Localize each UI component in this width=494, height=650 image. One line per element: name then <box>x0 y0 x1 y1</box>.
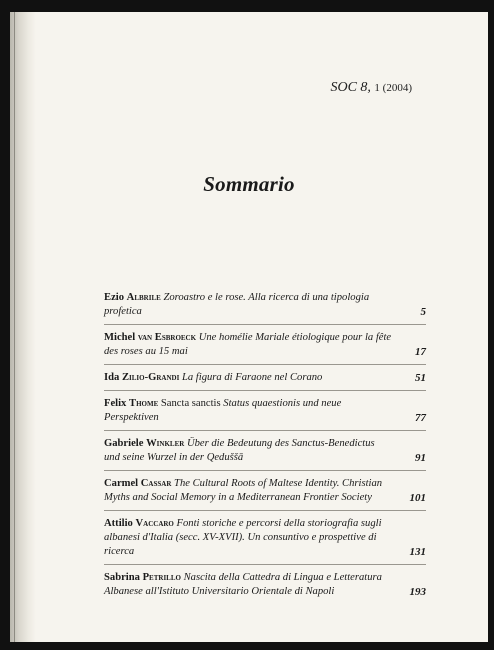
work-title: Status quaestionis und neue Perspektiven <box>104 398 342 423</box>
divider <box>104 510 426 511</box>
toc-entry <box>104 397 426 425</box>
toc-entry <box>104 371 426 385</box>
author-name: Carmel Cassar <box>104 478 172 489</box>
author-name: Felix Thome <box>104 398 159 409</box>
book-page <box>10 12 488 642</box>
author-name: Ezio Albrile <box>104 292 161 303</box>
work-title: Zoroastro e le rose. Alla ricerca di una tipologia profetica <box>104 292 370 317</box>
author-name: Attilio Vaccaro <box>104 518 174 529</box>
divider <box>104 324 426 325</box>
author-name: Gabriele Winkler <box>104 438 185 449</box>
author-name: Ida Zilio-Grandi <box>104 372 180 383</box>
page-title: Sommario <box>203 172 295 196</box>
work-title: La figura di Faraone nel Corano <box>181 372 323 383</box>
divider <box>104 364 426 365</box>
author-name: Sabrina Petrillo <box>104 572 181 583</box>
page-number: 77 <box>415 412 426 424</box>
journal-issue: 1 (2004) <box>374 82 412 94</box>
author-name: Michel van Esbroeck <box>104 332 197 343</box>
table-of-contents <box>104 291 426 599</box>
page-edge-line <box>14 12 15 642</box>
page-number: 17 <box>415 346 426 358</box>
work-title: Nascita della Cattedra di Lingua e Letteratura Albanese all'Istituto Universitario Orientale di Napoli <box>104 572 382 597</box>
work-title: The Cultural Roots of Maltese Identity. Christian Myths and Social Memory in a Mediterranean Frontier Society <box>104 478 383 503</box>
page-number: 51 <box>415 372 426 384</box>
divider <box>104 470 426 471</box>
journal-reference <box>330 80 412 96</box>
page-number: 101 <box>409 492 426 504</box>
page-number: 131 <box>409 546 426 558</box>
page-number: 91 <box>415 452 426 464</box>
toc-entry <box>104 571 426 599</box>
toc-entry <box>104 477 426 505</box>
divider <box>104 564 426 565</box>
page-number: 5 <box>420 306 426 318</box>
journal-name: SOC 8, <box>330 80 371 95</box>
divider <box>104 430 426 431</box>
work-title: Une homélie Mariale étiologique pour la fête des roses au 15 mai <box>104 332 392 357</box>
toc-entry <box>104 331 426 359</box>
work-title: Fonti storiche e percorsi della storiografia sugli albanesi d'Italia (secc. XV-XVII). Un consuntivo e prospettive di ricerca <box>104 518 382 557</box>
toc-entry <box>104 291 426 319</box>
toc-entry <box>104 517 426 559</box>
divider <box>104 390 426 391</box>
work-title: Über die Bedeutung des Sanctus-Benedictus und seine Wurzel in der Qeduššā <box>104 438 375 463</box>
work-title-upright: Sancta sanctis <box>160 398 221 409</box>
toc-entry <box>104 437 426 465</box>
page-number: 193 <box>409 586 426 598</box>
